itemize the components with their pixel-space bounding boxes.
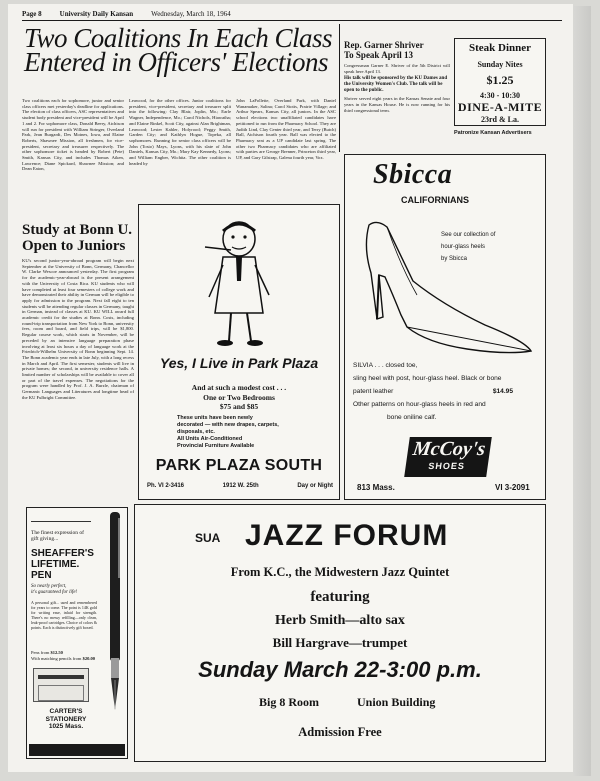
jazz-featuring: featuring — [310, 589, 370, 605]
park-contact — [147, 483, 333, 489]
sbicca-description — [353, 359, 543, 424]
park-line-3: $75 and $85 — [219, 402, 259, 411]
bonn-headline-2: Open to Juniors — [22, 238, 126, 254]
sheaffer-tag-1: So nearly perfect, — [31, 584, 67, 589]
cartoon-man-icon — [201, 217, 279, 349]
park-feature-2: decorated — with new drapes, carpets, — [177, 422, 279, 428]
sheaffer-ad — [26, 507, 128, 759]
sbicca-see-3: by Sbicca — [441, 256, 468, 262]
steak-restaurant-name: DINE-A-MITE — [457, 100, 543, 114]
price-pens: $12.50 — [50, 650, 63, 655]
park-features — [177, 415, 317, 450]
article-col-3: John LaFollette, Overland Park, with Daniel Wanamaker, Salina; Carol Stotts, Prairie Village; and Arthur Spears, Kansas City, all juniors. In the ASC school elections two unaffiliated candidates have petitioned to run from the Pharmacy School. They are Judith Lind, Clay Center third year, and Terry (Butch) Ball, Atchison fourth year. Ball was elected to the Pharmacy seat as a UP candidate last spring. The other two Pharmacy candidates who are affiliated with parties are George Brenner, Princeton third year, UP, and Gary Gilstrap, Galena fourth year, Vox. — [236, 98, 336, 161]
main-headline — [24, 23, 344, 77]
sheaffer-store — [31, 708, 101, 731]
sbicca-desc-4: bone oniline calf. — [387, 414, 437, 421]
price-label-sets: With matching pencils from — [31, 656, 82, 661]
page-header — [22, 10, 562, 18]
steak-price: $1.25 — [486, 73, 514, 87]
headline-line-2: Entered in Officers' Elections — [24, 47, 328, 77]
sbicca-brand: Sbicca — [373, 159, 453, 190]
sbicca-price: $14.95 — [492, 388, 513, 395]
park-plaza-name: PARK PLAZA SOUTH — [155, 457, 323, 474]
bonn-article — [22, 222, 134, 522]
sheaffer-store-name-2: STATIONERY — [45, 715, 87, 723]
jazz-sua: SUA — [195, 531, 221, 545]
sheaffer-store-name: CARTER'S — [49, 708, 83, 715]
sheaffer-pen-label: PEN — [31, 570, 52, 581]
steak-dinner-ad — [454, 38, 546, 126]
steak-sub: Sunday Nites — [477, 60, 523, 69]
paper-name: University Daily Kansan — [59, 10, 134, 18]
jazz-admission: Admission Free — [298, 725, 382, 739]
jazz-from: From K.C., the Midwestern Jazz Quintet — [230, 565, 450, 579]
bonn-headline-1: Study at Bonn U. — [22, 222, 133, 238]
headline-line-1: Two Coalitions In Each Class — [24, 23, 333, 53]
park-plaza-ad — [138, 204, 340, 500]
sheaffer-intro — [31, 530, 111, 542]
sbicca-see-1: See our collection of — [441, 232, 496, 238]
sheaffer-body: A personal gift... used and remembered for years to come. The point is 14K gold for writing ease, inlaid for strength. There's no messy refilling—only clean, leak-proof cartridges. Choice of colors & points. Each is distinctively gift boxed. — [31, 600, 97, 630]
sbicca-address: 813 Mass. — [357, 483, 395, 492]
sheaffer-lifetime: LIFETIME. — [31, 559, 80, 570]
sbicca-see-2: hour-glass heels — [441, 244, 486, 250]
jazz-forum-ad — [134, 504, 546, 762]
sbicca-phone: VI 3-2091 — [495, 483, 530, 492]
steak-address: 23rd & La. — [481, 115, 519, 124]
park-phone: Ph. VI 2-3416 — [147, 483, 185, 489]
sbicca-desc-2: patent leather — [353, 388, 394, 395]
park-feature-3: disposals, etc. — [177, 429, 215, 435]
park-plaza-headline: Yes, I Live in Park Plaza — [159, 355, 319, 371]
sheaffer-bottom-banner — [29, 744, 125, 756]
sheaffer-line-1: The finest expression of — [31, 530, 84, 536]
patronize-note: Patronize Kansan Advertisers — [454, 130, 532, 136]
bonn-body: KU's second junior-year-abroad program will begin next September at the University of Bonn, Germany, Chancellor W. Clarke Wescoe announced yesterday. The first program for the academic-year-abroad is the present arrangement with the University of Costa Rica. KU students who will have completed at least four semesters of college work and have demonstrated their ability in German will be eligible to apply for admission to the program. Next fall eight to ten students will be attending regular classes in Germany, taught in German, instead of classes at KU. KU WILL award full academic credit for the studies at Bonn. Costs, including round-trip transportation from New York to Bonn, university fees, room and board, and field trips, will be $1,800. Regular course work, which starts in November, will be preceded by an intensive language preparation phase involving at least six hours a day of language work at the Friedrich-Wilhelm University of Bonn beginning Sept. 14. The Bonn academic year ends in late July, with a long recess in March and April. The first semester, students will live in private homes; the second, in university residence halls. A limited number of scholarships will be available to cover all or part of the travel expenses. The negotiations for the program were handled by Prof. J. A. Burzle, chairman of Germanic Languages and Literatures and longtime head of the KU Fulbright Committee. — [22, 258, 134, 400]
park-feature-4: All Units Air-Conditioned — [177, 436, 243, 442]
price-label-pens: Pens from — [31, 650, 50, 655]
shriver-paragraph-1: Congressman Garner E. Shriver of the 5th District will speak here April 13. — [344, 63, 450, 74]
steak-hours: 4:30 - 10:30 — [480, 91, 520, 100]
jazz-title: JAZZ FORUM — [245, 519, 449, 552]
park-line-2: One or Two Bedrooms — [203, 392, 275, 402]
article-col-2: Leawood, for the other offices. Junior coalitions for president, vice-president, secretary and treasurer split into the following: Clay Blair, Joplin, Mo.; Earle Wagner, Independence, Mo.; Carol Nichols, Hiawatha; and Elaine Rinkel, Scott City, against Alan Brightman, Leawood; Lester Kahler, Holyrood; Peggy Smith, Garden City; and Kathlyn Hogue, Topeka, all sophomores. Running for senior class officers will be John (Tosto) Mays, Lyons, with his slate of John Daniels, Kansas City, Mo.; Mary Kay Kennedy, Lyons; and William Engber, Wichita. The other coalition is headed by — [129, 98, 231, 166]
jazz-performer-2: Bill Hargrave—trumpet — [272, 635, 408, 650]
page-edge-shadow — [573, 6, 591, 776]
shriver-headline-2: To Speak April 13 — [344, 50, 413, 60]
sbicca-style: SILVIA . . . closed toe, — [353, 362, 418, 369]
fountain-pen-icon — [103, 510, 127, 738]
mccoys-name: McCoy's — [411, 438, 487, 460]
sheaffer-brand: SHEAFFER'S — [31, 548, 94, 559]
sbicca-desc-3: Other patterns on hour-glass heels in red and — [353, 401, 486, 408]
sheaffer-prices — [31, 650, 97, 662]
page-number: Page 8 — [22, 10, 42, 18]
sheaffer-tagline — [31, 584, 99, 596]
park-hours: Day or Night — [297, 483, 333, 489]
issue-date: Wednesday, March 18, 1964 — [151, 10, 231, 18]
sbicca-ad — [344, 154, 546, 500]
park-feature-5: Provincial Furniture Available — [177, 443, 255, 449]
park-pricing — [139, 383, 339, 412]
shriver-headline-1: Rep. Garner Shriver — [344, 40, 424, 50]
mccoys-logo — [404, 437, 492, 477]
sheaffer-store-address: 1025 Mass. — [48, 723, 84, 730]
high-heel-shoe-icon — [357, 217, 537, 357]
sheaffer-line-2: gift giving... — [31, 536, 59, 542]
article-col-1: Two coalitions each for sophomore, junior and senior class officers met yesterday's deadline for applications. The election of class officers, ASC representatives and student body president and vice-president will be April 1 and 2. For sophomore class, Donald Beery, Atchison will run for president with William Stringer, Overland Park, Jean Burgardt, Des Moines, Iowa, and Elaine Roberts, Shawnee Mission, all freshmen, for vice-president, secretary and treasurer respectively. The other sophomore ticket is headed by Robert (Pete) Smith, Kansas City, and includes Thomas Aiken, Lawrence; Diane Spickard, Shawnee Mission; and Dean Eaton, — [22, 98, 124, 172]
sbicca-sub: CALIFORNIANS — [401, 195, 469, 205]
newspaper-page — [8, 4, 573, 772]
sheaffer-brand-block — [31, 548, 94, 581]
jazz-date: Sunday March 22-3:00 p.m. — [198, 657, 482, 682]
sheaffer-tag-2: it's guaranteed for life! — [31, 590, 78, 595]
shriver-paragraph-3: Shriver served eight years in the Kansas Senate and four years in the Kansas House. He is now running for his third congressional term. — [344, 96, 450, 113]
steak-title: Steak Dinner — [468, 42, 532, 54]
shriver-paragraph-2: His talk will be sponsored by the KU Dames and the University Women's Club. The talk will be open to the public. — [344, 76, 448, 94]
park-address: 1912 W. 25th — [222, 483, 259, 489]
park-feature-1: These units have been newly — [177, 415, 253, 421]
shriver-article — [344, 40, 450, 114]
jazz-room: Big 8 Room — [259, 695, 319, 709]
column-divider — [339, 24, 340, 152]
jazz-building: Union Building — [357, 695, 436, 709]
price-sets: $20.00 — [82, 656, 95, 661]
sbicca-desc-1: sling heel with post, hour-glass heel. Black or bone — [353, 375, 502, 382]
header-rule — [22, 20, 562, 21]
jazz-performer-1: Herb Smith—alto sax — [275, 613, 405, 628]
park-line-1: And at such a modest cost . . . — [191, 383, 287, 392]
mccoys-sub: SHOES — [427, 461, 466, 471]
sheaffer-signature-bar — [31, 512, 91, 522]
pen-gift-box-icon — [33, 668, 89, 702]
